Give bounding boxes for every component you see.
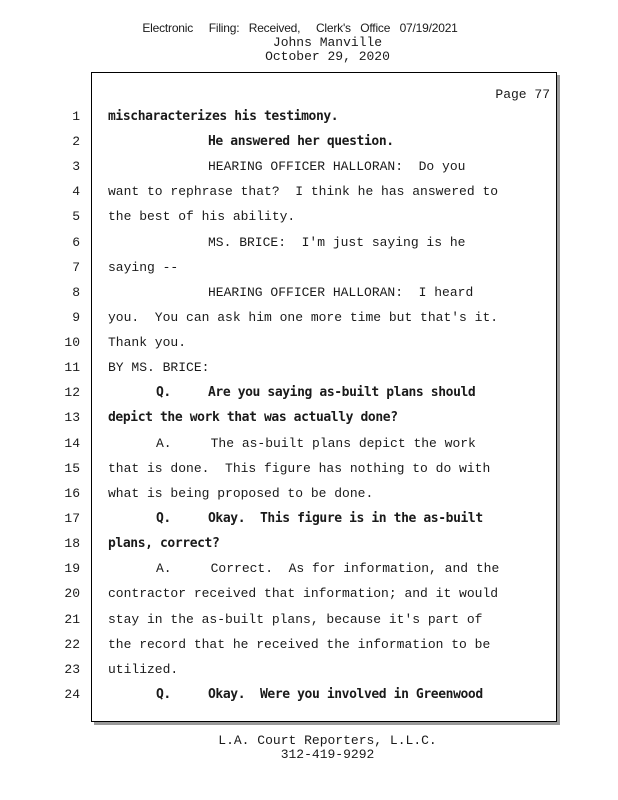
transcript-line: Q. Okay. Were you involved in Greenwood — [156, 687, 483, 702]
line-number: 21 — [64, 612, 80, 627]
transcript-line: mischaracterizes his testimony. — [108, 109, 339, 124]
line-number: 10 — [64, 335, 80, 350]
transcript-line: BY MS. BRICE: — [108, 360, 210, 375]
line-number: 15 — [64, 461, 80, 476]
transcript-line: HEARING OFFICER HALLORAN: Do you — [208, 159, 466, 174]
line-number: 13 — [64, 410, 80, 425]
transcript-line: want to rephrase that? I think he has answered to — [108, 184, 499, 199]
line-number: 11 — [64, 360, 80, 375]
transcript-line: utilized. — [108, 662, 179, 677]
line-number: 24 — [64, 687, 80, 702]
transcript-line: that is done. This figure has nothing to do with — [108, 461, 491, 476]
line-number: 19 — [64, 561, 80, 576]
court-reporter-name: L.A. Court Reporters, L.L.C. — [218, 733, 437, 748]
transcript-line: stay in the as-built plans, because it's part of — [108, 612, 483, 627]
line-number: 6 — [72, 235, 80, 250]
line-number: 14 — [64, 436, 80, 451]
transcript-line: A. The as-built plans depict the work — [156, 436, 476, 451]
page-number: Page 77 — [495, 87, 550, 102]
transcript-line: A. Correct. As for information, and the — [156, 561, 500, 576]
transcript-line: contractor received that information; and it would — [108, 586, 499, 601]
transcript-line: depict the work that was actually done? — [108, 410, 398, 425]
line-number: 5 — [72, 209, 80, 224]
line-number: 18 — [64, 536, 80, 551]
transcript-line: Q. Okay. This figure is in the as-built — [156, 511, 483, 526]
line-number: 4 — [72, 184, 80, 199]
line-number: 16 — [64, 486, 80, 501]
transcript-line: the record that he received the information to be — [108, 637, 491, 652]
transcript-line: Q. Are you saying as-built plans should — [156, 385, 476, 400]
line-number: 23 — [64, 662, 80, 677]
line-number: 9 — [72, 310, 80, 325]
line-number: 1 — [72, 109, 80, 124]
transcript-line: what is being proposed to be done. — [108, 486, 374, 501]
line-number: 2 — [72, 134, 80, 149]
line-number: 12 — [64, 385, 80, 400]
transcript-line: He answered her question. — [208, 134, 394, 149]
court-reporter-phone: 312-419-9292 — [280, 747, 375, 762]
line-number: 7 — [72, 260, 80, 275]
transcript-line: MS. BRICE: I'm just saying is he — [208, 235, 466, 250]
transcript-line: you. You can ask him one more time but that's it. — [108, 310, 499, 325]
line-number: 8 — [72, 285, 80, 300]
line-number: 3 — [72, 159, 80, 174]
line-number: 17 — [64, 511, 80, 526]
transcript-line: Thank you. — [108, 335, 187, 350]
transcript-line: saying -- — [108, 260, 179, 275]
transcript-line: the best of his ability. — [108, 209, 296, 224]
transcript-line: plans, correct? — [108, 536, 220, 551]
line-number: 20 — [64, 586, 80, 601]
line-number: 22 — [64, 637, 80, 652]
case-name: Johns Manville — [272, 35, 383, 50]
hearing-date: October 29, 2020 — [265, 49, 390, 64]
e-filing-stamp: Electronic Filing: Received, Clerk's Office 07/19/2021 — [142, 21, 458, 35]
transcript-line: HEARING OFFICER HALLORAN: I heard — [208, 285, 474, 300]
